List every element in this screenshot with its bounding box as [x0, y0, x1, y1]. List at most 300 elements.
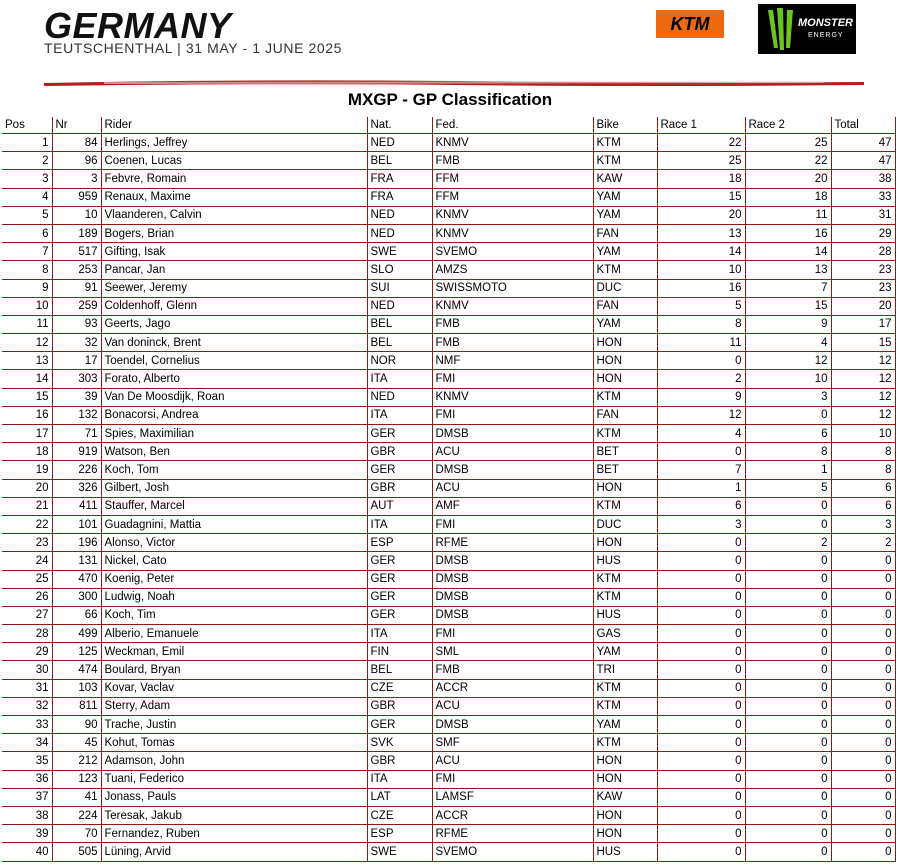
cell-race2: 0 [745, 606, 831, 624]
table-row [2, 697, 895, 715]
cell-race1: 0 [657, 734, 745, 752]
cell-rider: Sterry, Adam [101, 697, 367, 715]
cell-race1: 0 [657, 570, 745, 588]
cell-bike: DUC [593, 515, 657, 533]
cell-total: 28 [831, 243, 895, 261]
table-row [2, 497, 895, 515]
cell-pos: 28 [2, 625, 52, 643]
cell-total: 0 [831, 806, 895, 824]
cell-fed: KNMV [432, 224, 593, 242]
cell-rider: Kovar, Vaclav [101, 679, 367, 697]
cell-rider: Fernandez, Ruben [101, 825, 367, 843]
cell-rider: Watson, Ben [101, 443, 367, 461]
cell-pos: 20 [2, 479, 52, 497]
cell-race2: 0 [745, 788, 831, 806]
cell-rider: Renaux, Maxime [101, 188, 367, 206]
cell-bike: KTM [593, 134, 657, 152]
monster-claw-icon [758, 4, 856, 54]
cell-race2: 25 [745, 134, 831, 152]
cell-bike: HUS [593, 552, 657, 570]
cell-nat: ITA [367, 406, 432, 424]
cell-bike: TRI [593, 661, 657, 679]
table-row [2, 188, 895, 206]
event-country: GERMANY [44, 5, 232, 46]
cell-bike: KTM [593, 425, 657, 443]
cell-bike: HON [593, 534, 657, 552]
cell-nr: 131 [52, 552, 101, 570]
cell-pos: 22 [2, 515, 52, 533]
cell-total: 0 [831, 788, 895, 806]
cell-pos: 17 [2, 425, 52, 443]
cell-nr: 517 [52, 243, 101, 261]
cell-fed: FMI [432, 370, 593, 388]
cell-bike: KTM [593, 679, 657, 697]
col-header-nr: Nr [52, 117, 101, 134]
cell-race2: 4 [745, 334, 831, 352]
cell-race2: 15 [745, 297, 831, 315]
cell-race1: 10 [657, 261, 745, 279]
cell-pos: 9 [2, 279, 52, 297]
cell-pos: 19 [2, 461, 52, 479]
col-header-nat: Nat. [367, 117, 432, 134]
cell-fed: RFME [432, 534, 593, 552]
cell-race1: 0 [657, 552, 745, 570]
cell-race2: 0 [745, 716, 831, 734]
table-row [2, 261, 895, 279]
cell-bike: HON [593, 479, 657, 497]
table-row [2, 588, 895, 606]
col-header-race1: Race 1 [657, 117, 745, 134]
cell-fed: ACU [432, 443, 593, 461]
cell-nat: GBR [367, 479, 432, 497]
cell-pos: 5 [2, 206, 52, 224]
cell-bike: HUS [593, 843, 657, 861]
cell-race1: 0 [657, 588, 745, 606]
table-row [2, 825, 895, 843]
cell-nat: FRA [367, 170, 432, 188]
cell-nr: 32 [52, 334, 101, 352]
cell-bike: KTM [593, 152, 657, 170]
cell-nat: ITA [367, 625, 432, 643]
table-row [2, 606, 895, 624]
cell-race1: 0 [657, 843, 745, 861]
cell-race2: 0 [745, 825, 831, 843]
cell-race2: 13 [745, 261, 831, 279]
cell-nr: 96 [52, 152, 101, 170]
cell-race1: 20 [657, 206, 745, 224]
cell-race2: 10 [745, 370, 831, 388]
cell-nat: SWE [367, 243, 432, 261]
cell-nr: 499 [52, 625, 101, 643]
table-row [2, 315, 895, 333]
cell-nr: 224 [52, 806, 101, 824]
cell-nr: 959 [52, 188, 101, 206]
cell-bike: HON [593, 806, 657, 824]
cell-nat: GER [367, 552, 432, 570]
cell-nr: 103 [52, 679, 101, 697]
cell-bike: KTM [593, 734, 657, 752]
cell-nat: ITA [367, 770, 432, 788]
table-row [2, 243, 895, 261]
cell-bike: KTM [593, 697, 657, 715]
cell-race2: 0 [745, 697, 831, 715]
cell-fed: DMSB [432, 461, 593, 479]
cell-nat: FRA [367, 188, 432, 206]
cell-total: 23 [831, 261, 895, 279]
cell-bike: YAM [593, 188, 657, 206]
table-row [2, 752, 895, 770]
cell-total: 38 [831, 170, 895, 188]
cell-pos: 3 [2, 170, 52, 188]
cell-fed: AMZS [432, 261, 593, 279]
cell-nr: 259 [52, 297, 101, 315]
cell-nat: ESP [367, 534, 432, 552]
cell-nat: GER [367, 425, 432, 443]
col-header-pos: Pos [2, 117, 52, 134]
cell-total: 31 [831, 206, 895, 224]
cell-race1: 16 [657, 279, 745, 297]
cell-race2: 7 [745, 279, 831, 297]
cell-total: 0 [831, 661, 895, 679]
cell-nr: 125 [52, 643, 101, 661]
cell-fed: NMF [432, 352, 593, 370]
cell-pos: 32 [2, 697, 52, 715]
cell-race2: 1 [745, 461, 831, 479]
cell-rider: Alonso, Victor [101, 534, 367, 552]
table-row [2, 716, 895, 734]
cell-race1: 2 [657, 370, 745, 388]
cell-nat: ESP [367, 825, 432, 843]
cell-nr: 3 [52, 170, 101, 188]
cell-pos: 35 [2, 752, 52, 770]
cell-nat: SVK [367, 734, 432, 752]
cell-rider: Koenig, Peter [101, 570, 367, 588]
cell-total: 6 [831, 497, 895, 515]
cell-pos: 1 [2, 134, 52, 152]
cell-pos: 21 [2, 497, 52, 515]
cell-bike: KTM [593, 570, 657, 588]
cell-bike: KTM [593, 388, 657, 406]
cell-race1: 0 [657, 679, 745, 697]
cell-total: 0 [831, 697, 895, 715]
cell-rider: Toendel, Cornelius [101, 352, 367, 370]
cell-race1: 7 [657, 461, 745, 479]
table-row [2, 352, 895, 370]
cell-pos: 10 [2, 297, 52, 315]
cell-bike: FAN [593, 297, 657, 315]
cell-total: 0 [831, 552, 895, 570]
col-header-total: Total [831, 117, 895, 134]
cell-fed: ACCR [432, 806, 593, 824]
cell-bike: YAM [593, 643, 657, 661]
cell-rider: Trache, Justin [101, 716, 367, 734]
cell-race2: 18 [745, 188, 831, 206]
cell-total: 0 [831, 752, 895, 770]
cell-rider: Coldenhoff, Glenn [101, 297, 367, 315]
cell-nr: 474 [52, 661, 101, 679]
cell-fed: ACU [432, 752, 593, 770]
cell-nat: GBR [367, 752, 432, 770]
cell-nat: NED [367, 297, 432, 315]
cell-pos: 33 [2, 716, 52, 734]
cell-pos: 38 [2, 806, 52, 824]
cell-bike: YAM [593, 206, 657, 224]
cell-fed: SVEMO [432, 243, 593, 261]
cell-race2: 20 [745, 170, 831, 188]
cell-nr: 10 [52, 206, 101, 224]
cell-fed: RFME [432, 825, 593, 843]
cell-nat: GER [367, 716, 432, 734]
table-row [2, 334, 895, 352]
cell-nr: 300 [52, 588, 101, 606]
cell-rider: Pancar, Jan [101, 261, 367, 279]
cell-nr: 505 [52, 843, 101, 861]
cell-nat: GBR [367, 443, 432, 461]
cell-race2: 0 [745, 806, 831, 824]
cell-fed: DMSB [432, 606, 593, 624]
cell-nr: 90 [52, 716, 101, 734]
cell-race1: 0 [657, 697, 745, 715]
table-row [2, 134, 895, 152]
cell-pos: 26 [2, 588, 52, 606]
cell-total: 23 [831, 279, 895, 297]
table-row [2, 806, 895, 824]
cell-fed: ACU [432, 479, 593, 497]
cell-nat: NED [367, 206, 432, 224]
cell-race2: 9 [745, 315, 831, 333]
cell-nat: NED [367, 224, 432, 242]
cell-nat: AUT [367, 497, 432, 515]
cell-fed: LAMSF [432, 788, 593, 806]
table-row [2, 297, 895, 315]
cell-bike: HON [593, 370, 657, 388]
table-row [2, 443, 895, 461]
cell-pos: 36 [2, 770, 52, 788]
cell-pos: 8 [2, 261, 52, 279]
table-row [2, 406, 895, 424]
cell-race2: 0 [745, 679, 831, 697]
cell-nr: 212 [52, 752, 101, 770]
cell-race1: 11 [657, 334, 745, 352]
cell-total: 0 [831, 770, 895, 788]
cell-nr: 84 [52, 134, 101, 152]
cell-total: 6 [831, 479, 895, 497]
cell-fed: SWISSMOTO [432, 279, 593, 297]
cell-nr: 70 [52, 825, 101, 843]
cell-total: 0 [831, 716, 895, 734]
col-header-bike: Bike [593, 117, 657, 134]
col-header-race2: Race 2 [745, 117, 831, 134]
cell-nr: 189 [52, 224, 101, 242]
cell-bike: BET [593, 443, 657, 461]
cell-bike: YAM [593, 315, 657, 333]
cell-fed: KNMV [432, 206, 593, 224]
cell-fed: DMSB [432, 588, 593, 606]
table-row [2, 388, 895, 406]
cell-bike: DUC [593, 279, 657, 297]
table-row [2, 643, 895, 661]
cell-race1: 0 [657, 352, 745, 370]
cell-race1: 0 [657, 643, 745, 661]
cell-race2: 0 [745, 661, 831, 679]
cell-race2: 0 [745, 843, 831, 861]
cell-rider: Nickel, Cato [101, 552, 367, 570]
table-row [2, 370, 895, 388]
cell-fed: FMB [432, 334, 593, 352]
cell-race2: 2 [745, 534, 831, 552]
cell-race2: 6 [745, 425, 831, 443]
cell-race1: 3 [657, 515, 745, 533]
table-row [2, 570, 895, 588]
cell-nr: 470 [52, 570, 101, 588]
cell-pos: 11 [2, 315, 52, 333]
cell-total: 12 [831, 388, 895, 406]
cell-total: 12 [831, 370, 895, 388]
cell-nat: NOR [367, 352, 432, 370]
cell-rider: Febvre, Romain [101, 170, 367, 188]
cell-pos: 37 [2, 788, 52, 806]
cell-race1: 0 [657, 716, 745, 734]
cell-total: 15 [831, 334, 895, 352]
cell-rider: Koch, Tom [101, 461, 367, 479]
cell-race2: 0 [745, 497, 831, 515]
cell-nat: GER [367, 570, 432, 588]
table-body [2, 134, 895, 862]
cell-nat: GER [367, 588, 432, 606]
table-row [2, 788, 895, 806]
cell-fed: DMSB [432, 570, 593, 588]
cell-bike: YAM [593, 243, 657, 261]
cell-bike: GAS [593, 625, 657, 643]
cell-rider: Van doninck, Brent [101, 334, 367, 352]
cell-total: 2 [831, 534, 895, 552]
cell-total: 47 [831, 134, 895, 152]
cell-pos: 39 [2, 825, 52, 843]
cell-race1: 0 [657, 443, 745, 461]
table-row [2, 734, 895, 752]
col-header-rider: Rider [101, 117, 367, 134]
cell-total: 8 [831, 461, 895, 479]
cell-total: 29 [831, 224, 895, 242]
table-row [2, 770, 895, 788]
cell-pos: 27 [2, 606, 52, 624]
cell-race2: 5 [745, 479, 831, 497]
ktm-logo: KTM [656, 10, 724, 38]
cell-fed: AMF [432, 497, 593, 515]
cell-total: 3 [831, 515, 895, 533]
cell-race1: 1 [657, 479, 745, 497]
cell-nr: 196 [52, 534, 101, 552]
cell-total: 0 [831, 679, 895, 697]
cell-nr: 132 [52, 406, 101, 424]
table-row [2, 224, 895, 242]
cell-nat: LAT [367, 788, 432, 806]
table-row [2, 679, 895, 697]
cell-fed: DMSB [432, 552, 593, 570]
cell-rider: Adamson, John [101, 752, 367, 770]
cell-fed: FMB [432, 661, 593, 679]
cell-pos: 18 [2, 443, 52, 461]
monster-energy-logo [758, 4, 856, 54]
monster-logo-text: MONSTER [798, 17, 853, 29]
cell-pos: 16 [2, 406, 52, 424]
cell-nr: 919 [52, 443, 101, 461]
cell-fed: ACCR [432, 679, 593, 697]
cell-race1: 0 [657, 806, 745, 824]
cell-nr: 101 [52, 515, 101, 533]
cell-race1: 0 [657, 606, 745, 624]
cell-total: 33 [831, 188, 895, 206]
cell-total: 8 [831, 443, 895, 461]
cell-pos: 13 [2, 352, 52, 370]
cell-race2: 0 [745, 515, 831, 533]
cell-race1: 0 [657, 661, 745, 679]
cell-rider: Kohut, Tomas [101, 734, 367, 752]
cell-bike: HON [593, 352, 657, 370]
cell-fed: FFM [432, 188, 593, 206]
cell-fed: DMSB [432, 425, 593, 443]
cell-nat: NED [367, 388, 432, 406]
cell-nat: NED [367, 134, 432, 152]
table-row [2, 843, 895, 861]
cell-pos: 31 [2, 679, 52, 697]
cell-fed: KNMV [432, 297, 593, 315]
cell-race1: 4 [657, 425, 745, 443]
cell-race1: 0 [657, 788, 745, 806]
cell-fed: FMI [432, 770, 593, 788]
cell-bike: YAM [593, 716, 657, 734]
cell-nr: 253 [52, 261, 101, 279]
cell-total: 0 [831, 588, 895, 606]
cell-race1: 8 [657, 315, 745, 333]
cell-race1: 0 [657, 825, 745, 843]
event-venue-date: TEUTSCHENTHAL | 31 MAY - 1 JUNE 2025 [44, 40, 343, 56]
cell-rider: Forato, Alberto [101, 370, 367, 388]
cell-nr: 303 [52, 370, 101, 388]
cell-nat: GER [367, 606, 432, 624]
cell-nat: BEL [367, 334, 432, 352]
cell-nr: 66 [52, 606, 101, 624]
cell-race2: 12 [745, 352, 831, 370]
cell-nat: BEL [367, 315, 432, 333]
cell-bike: KAW [593, 170, 657, 188]
cell-pos: 34 [2, 734, 52, 752]
cell-nat: SUI [367, 279, 432, 297]
cell-total: 12 [831, 406, 895, 424]
cell-pos: 40 [2, 843, 52, 861]
cell-race1: 0 [657, 625, 745, 643]
cell-race2: 16 [745, 224, 831, 242]
cell-rider: Seewer, Jeremy [101, 279, 367, 297]
table-row [2, 515, 895, 533]
cell-pos: 23 [2, 534, 52, 552]
table-row [2, 279, 895, 297]
cell-nr: 123 [52, 770, 101, 788]
cell-race1: 15 [657, 188, 745, 206]
cell-rider: Jonass, Pauls [101, 788, 367, 806]
cell-bike: HON [593, 770, 657, 788]
cell-race2: 0 [745, 643, 831, 661]
cell-bike: FAN [593, 224, 657, 242]
cell-total: 10 [831, 425, 895, 443]
cell-nat: FIN [367, 643, 432, 661]
cell-rider: Vlaanderen, Calvin [101, 206, 367, 224]
cell-nat: GER [367, 461, 432, 479]
cell-total: 20 [831, 297, 895, 315]
cell-race1: 0 [657, 534, 745, 552]
cell-rider: Guadagnini, Mattia [101, 515, 367, 533]
cell-nr: 71 [52, 425, 101, 443]
